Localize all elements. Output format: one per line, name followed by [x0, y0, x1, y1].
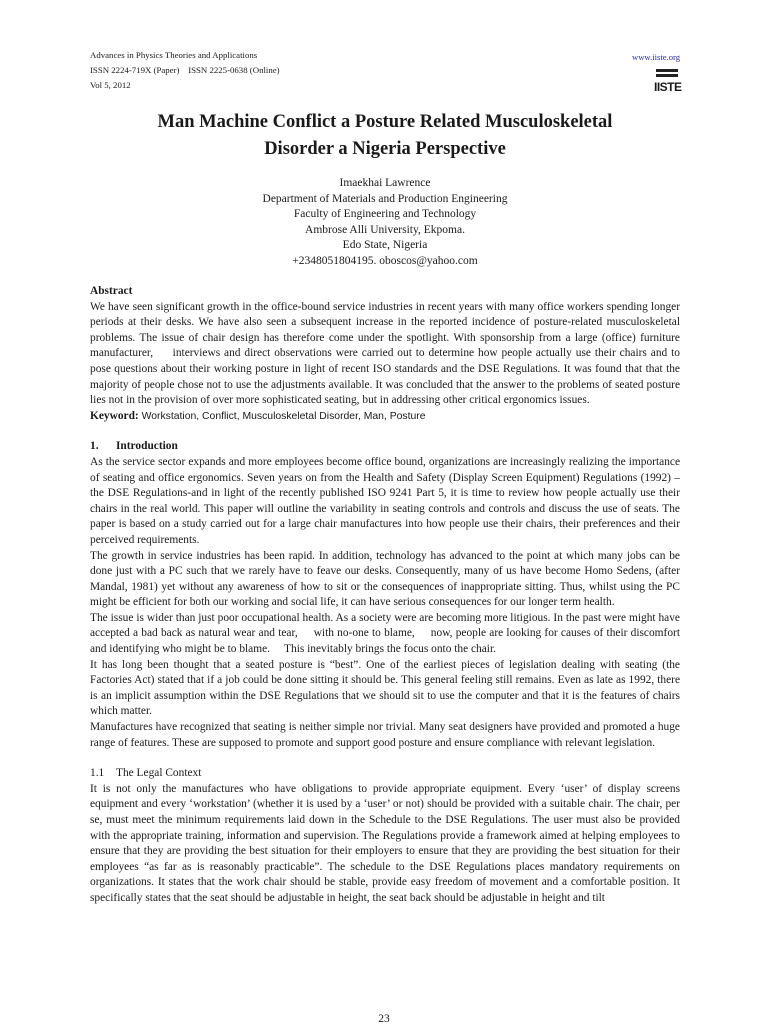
section-title: Introduction	[116, 440, 178, 453]
author-contact: +2348051804195. oboscos@yahoo.com	[292, 254, 478, 267]
author-faculty: Faculty of Engineering and Technology	[293, 208, 477, 220]
paper-title	[90, 109, 680, 163]
paragraph: It has long been thought that a seated posture is “best”. One of the earliest pieces of legislation dealing with seating (the Factories Act) stated that if a job could be done sitting it should be. This general feeling still remains. Even as late as 1992, there is an implicit assumption within the DSE Regulations that we should sit to use the computer and that it is the features of chairs which matter.	[90, 658, 680, 718]
journal-logo	[654, 67, 680, 95]
subsection-legal-heading	[90, 766, 680, 782]
journal-header	[90, 48, 680, 98]
paragraph: The issue is wider than just poor occupational health. As a society were are becoming more litigious. In the past were might have accepted a bad back as natural wear and tear, with no-one to blame, now, people are looking for causes of their discomfort and identifying who might be to blame. This inevitably brings the focus onto the chair.	[90, 611, 683, 656]
author-university: Ambrose Alli University, Ekpoma.	[305, 223, 465, 236]
author-block	[90, 176, 680, 269]
keywords	[90, 409, 680, 425]
keywords-text: Workstation, Conflict, Musculoskeletal Disorder, Man, Posture	[138, 410, 426, 422]
section-introduction-heading	[90, 439, 680, 455]
paper-body	[90, 284, 683, 907]
paragraph: The growth in service industries has been rapid. In addition, technology has advanced to the point at which many jobs can be done just with a PC such that we rarely have to feave our desks. Consequently, many of us have become Homo Sedens, (after Mandal, 1981) yet without any awareness of how to sit or the consequences of inappropriate sitting. Thus, whilst using the PC might be efficient for both our working and social life, it can have serious consequences for our longer term health.	[90, 549, 680, 609]
subsection-number: 1.1	[90, 767, 105, 780]
paper-title-line-2: Disorder a Nigeria Perspective	[264, 139, 506, 159]
journal-issn: ISSN 2224-719X (Paper) ISSN 2225-0638 (Online)	[90, 65, 280, 75]
journal-info	[90, 48, 680, 93]
author-location: Edo State, Nigeria	[342, 239, 428, 251]
author-department: Department of Materials and Production Engineering	[262, 192, 508, 205]
paragraph: As the service sector expands and more employees become office bound, organizations are increasingly realizing the importance of seating and office ergonomics. Seven years on from the Health and Safety (Display Screen Equipment) Regulations (1992) – the DSE Regulations-and in light of the recently published ISO 9241 Part 5, it is time to review how people actually use their chairs in the real world. This paper will outline the variability in seating controls and controls and discuss the use of seats. The paper is based on a study carried out for a large chair manufactures into how people use their chairs, their preferences and their perceived requirements.	[90, 455, 680, 546]
journal-brand	[632, 50, 680, 100]
keywords-label: Keyword:	[90, 409, 139, 422]
author-name: Imaekhai Lawrence	[339, 177, 431, 189]
paragraph: Manufactures have recognized that seating is neither simple nor trivial. Many seat designers have provided and promoted a huge range of features. These are supposed to promote and support good posture and ensure compliance with relevant legislation.	[90, 721, 680, 749]
section-number: 1.	[90, 440, 99, 453]
journal-name: Advances in Physics Theories and Applications	[90, 50, 258, 60]
subsection-title: The Legal Context	[116, 767, 202, 780]
abstract-heading: Abstract	[90, 285, 133, 297]
journal-volume: Vol 5, 2012	[90, 80, 131, 90]
abstract-text: We have seen significant growth in the office-bound service industries in recent years with many office workers spending longer periods at their desks. We have also seen a subsequent increase in the reported incidence of posture-related musculoskeletal problems. The issue of chair design has therefore come under the spotlight. With sponsorship from a large (office) furniture manufacturer, interviews and direct observations were carried out to determine how people actually use their chairs and to pose questions about their working posture in light of recent ISO standards and the DSE Regulations. It was found that that the majority of people chose not to use the adjustments available. It was concluded that the answer to the problems of seated posture lies not in the provision of over more sophisticated seating, but in addressing other critical ergonomics issues.	[90, 300, 683, 407]
page-number: 23	[378, 1013, 390, 1025]
paper-title-line-1: Man Machine Conflict a Posture Related Musculoskeletal	[157, 112, 613, 132]
journal-logo-text: IISTE	[654, 80, 682, 94]
journal-url-link[interactable]: www.iiste.org	[632, 52, 680, 62]
paragraph: It is not only the manufactures who have obligations to provide appropriate equipment. Every ‘user’ of display screens equipment and every ‘workstation’ (whether it is used by a ‘user’ or not) should be provided with a suitable chair. The chair, per se, must meet the minimum requirements laid down in the Schedule to the DSE Regulations. The user must also be provided with the appropriate training, information and supervision. The Regulations provide a framework aimed at helping employees to ensure that they are providing the best situation for their employers to ensure that they are providing the best situation for their employees “as far as is reasonably practicable”. The schedule to the DSE Regulations places mandatory requirements on organizations. It states that the work chair should be stable, provide easy freedom of movement and a comfortable position. It specifically states that the seat should be adjustable in height, the seat back should be adjustable in height and tilt	[90, 782, 680, 904]
